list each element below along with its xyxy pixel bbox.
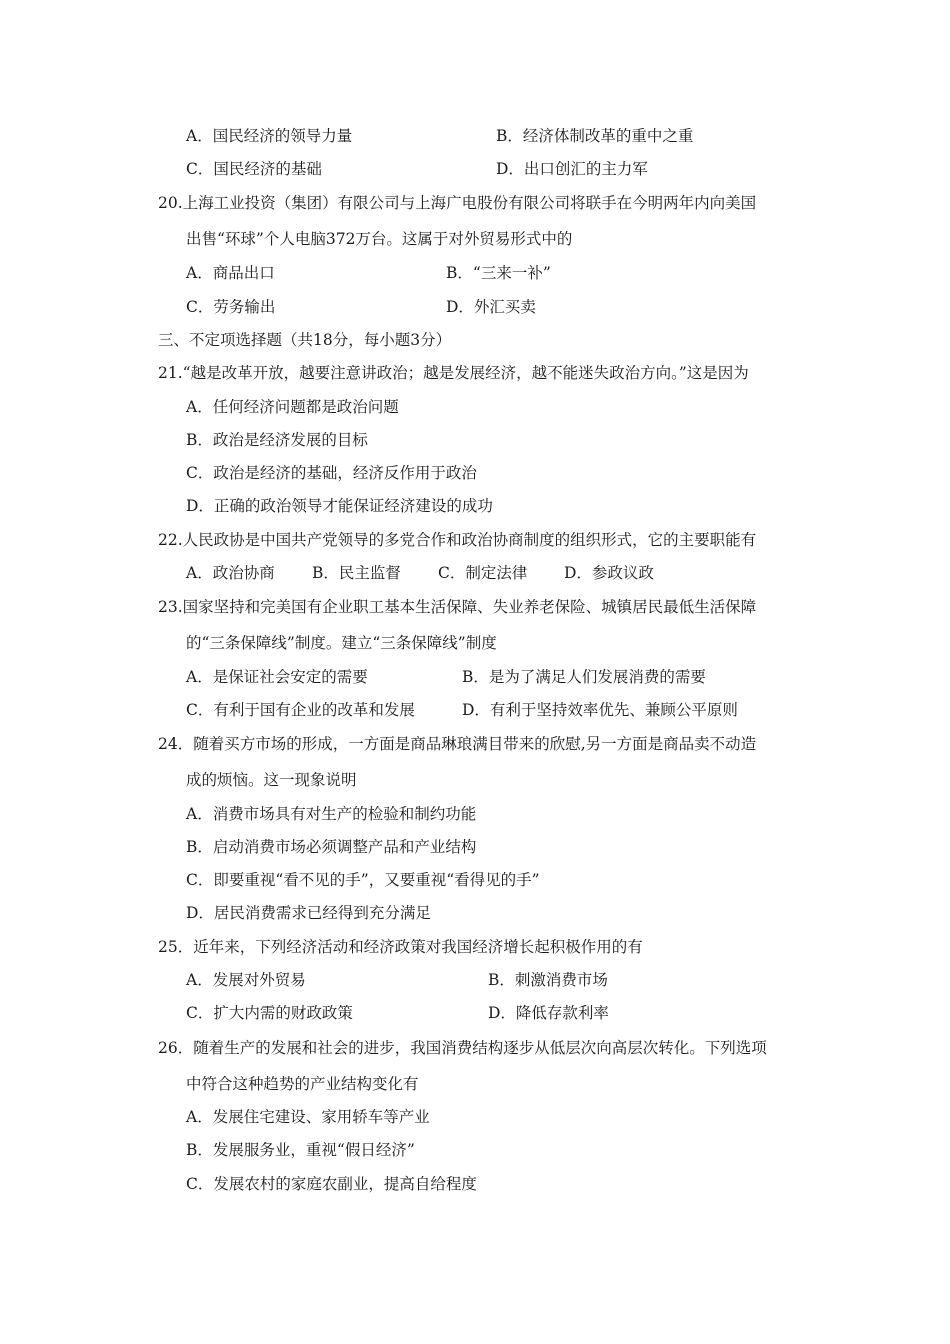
q22-option-d: D．参政议政	[564, 564, 654, 582]
q23-option-c: C．有利于国有企业的改革和发展	[186, 701, 415, 719]
q25-option-b: B．刺激消费市场	[488, 971, 608, 989]
q22-option-a: A．政治协商	[186, 564, 275, 582]
q26-stem-line1: 26．随着生产的发展和社会的进步，我国消费结构逐步从低层次向高层次转化。下列选项	[158, 1039, 767, 1057]
q21-option-d: D．正确的政治领导才能保证经济建设的成功	[186, 497, 493, 515]
q25-option-c: C．扩大内需的财政政策	[186, 1004, 353, 1022]
q19-option-c: C．国民经济的基础	[186, 160, 322, 178]
q24-option-c: C．即要重视“看不见的手”，又要重视“看得见的手”	[186, 871, 540, 889]
q19-option-a: A．国民经济的领导力量	[186, 127, 353, 145]
q26-stem-line2: 中符合这种趋势的产业结构变化有	[186, 1075, 419, 1093]
q22-stem: 22.人民政协是中国共产党领导的多党合作和政治协商制度的组织形式，它的主要职能有	[158, 531, 757, 549]
section-3-heading: 三、不定项选择题（共18分，每小题3分）	[158, 331, 452, 349]
q26-option-c: C．发展农村的家庭农副业，提高自给程度	[186, 1175, 477, 1193]
q22-option-b: B．民主监督	[312, 564, 401, 582]
q24-option-a: A．消费市场具有对生产的检验和制约功能	[186, 805, 477, 823]
q21-option-c: C．政治是经济的基础，经济反作用于政治	[186, 464, 477, 482]
q20-option-c: C．劳务输出	[186, 298, 276, 316]
q25-option-a: A．发展对外贸易	[186, 971, 306, 989]
q26-option-a: A．发展住宅建设、家用轿车等产业	[186, 1108, 430, 1126]
q23-stem-line2: 的“三条保障线”制度。建立“三条保障线”制度	[186, 634, 497, 652]
q19-option-b: B．经济体制改革的重中之重	[496, 127, 694, 145]
q20-stem-line1: 20.上海工业投资（集团）有限公司与上海广电股份有限公司将联手在今明两年内向美国	[158, 194, 757, 212]
q22-option-c: C．制定法律	[438, 564, 528, 582]
q24-option-d: D．居民消费需求已经得到充分满足	[186, 904, 431, 922]
q23-option-d: D．有利于坚持效率优先、兼顾公平原则	[462, 701, 738, 719]
q19-option-d: D．出口创汇的主力军	[496, 160, 648, 178]
q21-option-b: B．政治是经济发展的目标	[186, 431, 368, 449]
q24-stem-line2: 成的烦恼。这一现象说明	[186, 771, 357, 789]
q20-stem-line2: 出售“环球”个人电脑372万台。这属于对外贸易形式中的	[186, 230, 573, 248]
q25-stem: 25．近年来，下列经济活动和经济政策对我国经济增长起积极作用的有	[158, 938, 643, 956]
q25-option-d: D．降低存款利率	[488, 1004, 609, 1022]
q24-stem-line1: 24．随着买方市场的形成，一方面是商品琳琅满目带来的欣慰,另一方面是商品卖不动造	[158, 735, 757, 753]
q23-stem-line1: 23.国家坚持和完美国有企业职工基本生活保障、失业养老保险、城镇居民最低生活保障	[158, 598, 757, 616]
q20-option-b: B．“三来一补”	[446, 264, 551, 282]
q20-option-a: A．商品出口	[186, 264, 275, 282]
q21-option-a: A．任何经济问题都是政治问题	[186, 398, 399, 416]
q20-option-d: D．外汇买卖	[446, 298, 536, 316]
q24-option-b: B．启动消费市场必须调整产品和产业结构	[186, 838, 477, 856]
q23-option-b: B．是为了满足人们发展消费的需要	[462, 668, 706, 686]
q23-option-a: A．是保证社会安定的需要	[186, 668, 368, 686]
q21-stem: 21.“越是改革开放，越要注意讲政治；越是发展经济，越不能迷失政治方向。”这是因为	[158, 364, 749, 382]
q26-option-b: B．发展服务业，重视“假日经济”	[186, 1141, 415, 1159]
